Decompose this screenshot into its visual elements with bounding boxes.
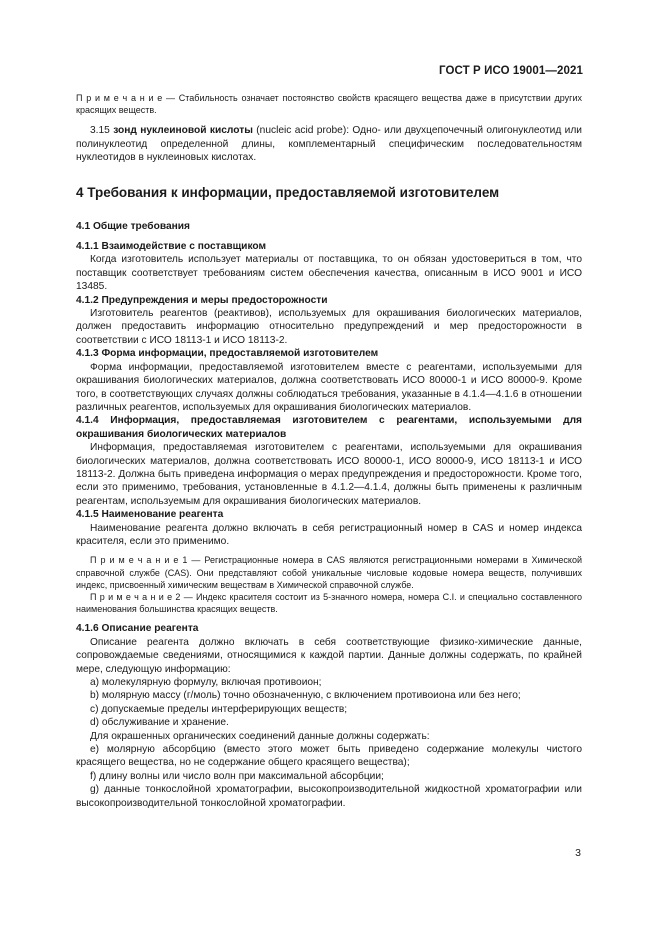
section-4-1-6-title: 4.1.6 Описание реагента [76,623,199,635]
note-2-label: П р и м е ч а н и е 2 [90,591,181,602]
term-number: 3.15 [90,125,114,137]
section-4-1-1-title: 4.1.1 Взаимодействие с поставщиком [76,241,267,253]
section-4-1-6-intro: Описание реагента должно включать в себя соответствующие физико-химические данные, сопровождаемые сведениями, относящимися к каждой партии. Данные должны содержать, по крайней мере, следующую информацию: [76,636,582,675]
page-content [76,92,582,810]
list-item: f) длину волны или число волн при максимальной абсорбции; [90,770,384,782]
list-item: c) допускаемые пределы интерферирующих веществ; [90,703,348,715]
section-4-1-1-text: Когда изготовитель использует материалы от поставщика, то он обязан удостовериться в том, что поставщик соответствует требованиям систем обеспечения качества, описанным в ИСО 9001 и ИСО 13485. [76,254,582,293]
list-item: а) молекулярную формулу, включая противоион; [90,677,322,689]
section-4-1-5-text: Наименование реагента должно включать в себя регистрационный номер в CAS и номер индекса красителя, если это применимо. [76,522,582,547]
note-label: П р и м е ч а н и е [76,93,163,103]
note-text: — Стабильность означает постоянство свойств красящего вещества даже в присутствии других красящих веществ. [76,93,582,116]
section-4-1-2-title: 4.1.2 Предупреждения и меры предосторожности [76,294,328,306]
document-id-header: ГОСТ Р ИСО 19001—2021 [438,65,583,77]
list-item: d) обслуживание и хранение. [90,717,229,729]
section-4-1-4-text: Информация, предоставляемая изготовителем с реагентами, используемыми для окрашивания биологических материалов, должна соответствовать ИСО 80000-1, ИСО 80000-9, ИСО 18113-1 и ИСО 18113-2. Должна быть приведена информация о мерах предупреждения и предосторожности. Кроме того, если это применимо, требования, установленные в 4.1.2—4.1.4, должны быть применены к различным реагентам, используемым для окрашивания биологических материалов. [76,442,582,507]
section-4-title: 4 Требования к информации, предоставляемой изготовителем [76,184,500,200]
note-stability [76,92,582,116]
section-4-1-3-title: 4.1.3 Форма информации, предоставляемой изготовителем [76,348,379,360]
page-number: 3 [575,847,581,859]
section-4-1-5-note-2 [76,591,582,615]
term-name: зонд нуклеиновой кислоты [113,125,253,137]
section-4-1-5-title: 4.1.5 Наименование реагента [76,509,224,521]
section-4-1-title: 4.1 Общие требования [76,220,190,232]
section-4-1-5-note-1 [76,554,582,591]
list-item: е) молярную абсорбцию (вместо этого может быть приведено содержание молекулы чистого красящего вещества, но не содержание общего красящего вещества); [76,744,582,769]
organic-intro: Для окрашенных органических соединений данные должны содержать: [90,730,430,742]
term-definition: (nucleic acid probe): Одно- или двухцепочечный олигонуклеотид или полинуклеотид определенной длины, комплементарный специфическим последовательностям нуклеотидов в нуклеиновых кислотах. [76,125,582,164]
note-2-text: — Индекс красителя состоит из 5-значного номера, номера C.I. и специально составленного наименования большинства красящих веществ. [76,591,582,615]
list-item: g) данные тонкослойной хроматографии, высокопроизводительной жидкостной хроматографии или высокопроизводительной тонкослойной хроматографии. [76,784,582,809]
section-4-1-2-text: Изготовитель реагентов (реактивов), используемых для окрашивания биологических материалов, должен предоставить информацию относительно предупреждений и мер предосторожности в соответствии с ИСО 18113-1 и ИСО 18113-2. [76,308,582,346]
note-1-text: — Регистрационные номера в CAS являются регистрационными номерами в Химической справочной службе (CAS). Они представляют собой уникальные числовые кодовые номера веществ, получивших индекс, присвоенный химическим веществам в Химической справочной службе. [76,555,582,590]
section-4-1-3-text: Форма информации, предоставляемой изготовителем вместе с реагентами, используемыми для окрашивания биологических материалов, должна соответствовать ИСО 80000-1 и ИСО 80000-9. Кроме того, в соответствующих случаях должны соблюдаться требования, указанные в 4.1.4—4.1.6 в отношении различных реагентов, используемых для окрашивания биологических материалов. [76,361,582,413]
list-item: b) молярную массу (г/моль) точно обозначенную, с включением противоиона или без него; [90,690,521,702]
section-4-1-4-title: 4.1.4 Информация, предоставляемая изготовителем с реагентами, используемыми для окрашивания биологических материалов [76,415,582,440]
term-3-15 [76,124,582,164]
note-1-label: П р и м е ч а н и е 1 [90,555,188,566]
